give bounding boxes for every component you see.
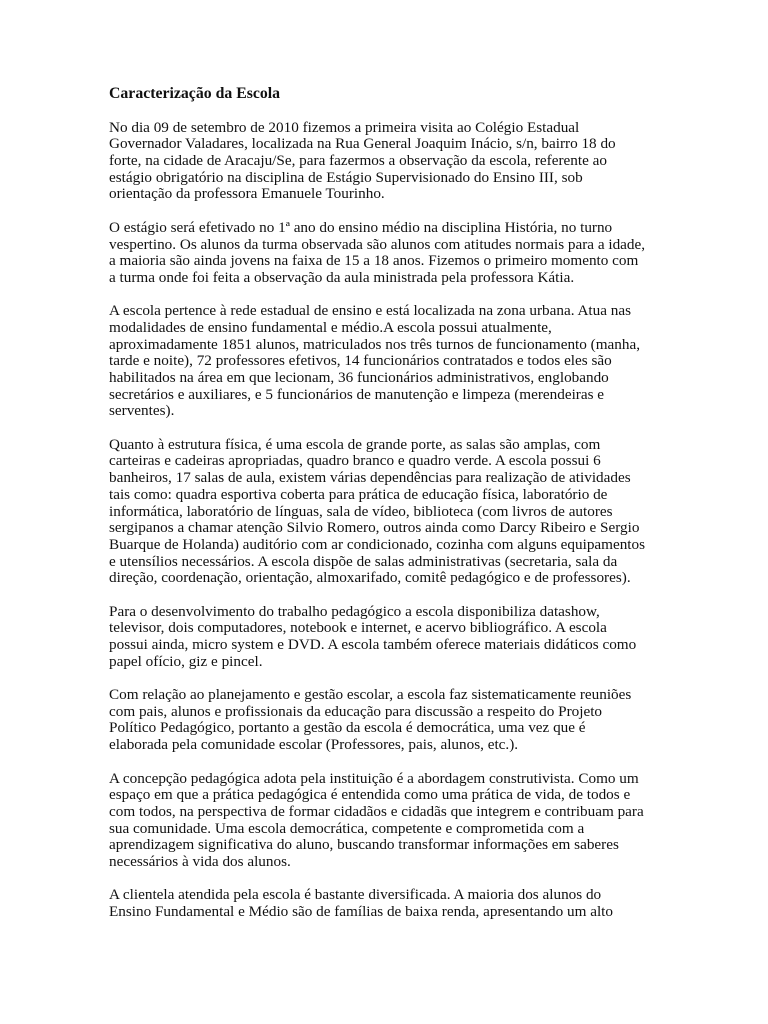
document-page [109,86,669,937]
text-line: banheiros, 17 salas de aula, existem várias dependências para realização de atividades [109,469,631,487]
paragraph-resources [109,604,669,671]
text-line: serventes). [109,402,175,420]
text-line: elaborada pela comunidade escolar (Professores, pais, alunos, etc.). [109,736,519,754]
paragraph-management [109,687,669,754]
text-line: aproximadamente 1851 alunos, matriculados nos três turnos de funcionamento (manha, [109,335,640,353]
text-line: a turma onde foi feita a observação da aula ministrada pela professora Kátia. [109,268,575,286]
text-line: Para o desenvolvimento do trabalho pedagógico a escola disponibiliza datashow, [109,602,600,620]
paragraph-school-network [109,303,669,420]
text-line: Com relação ao planejamento e gestão escolar, a escola faz sistematicamente reuniões [109,686,632,704]
text-line: espaço em que a prática pedagógica é entendida como uma prática de vida, de todos e [109,786,631,804]
paragraph-physical-structure [109,437,669,587]
text-line: Quanto à estrutura física, é uma escola de grande porte, as salas são amplas, com [109,435,601,453]
text-line: secretários e auxiliares, e 5 funcionários de manutenção e limpeza (merendeiras e [109,385,605,403]
paragraph-visit [109,120,669,203]
text-line: televisor, dois computadores, notebook e internet, e acervo bibliográfico. A escola [109,619,607,637]
text-line: vespertino. Os alunos da turma observada são alunos com atitudes normais para a idade, [109,235,646,253]
text-line: aprendizagem significativa do aluno, buscando transformar informações em saberes [109,836,619,854]
text-line: a maioria são ainda jovens na faixa de 15 a 18 anos. Fizemos o primeiro momento com [109,252,639,270]
text-line: com pais, alunos e profissionais da educação para discussão a respeito do Projeto [109,702,603,720]
text-line: A clientela atendida pela escola é bastante diversificada. A maioria dos alunos do [109,886,602,904]
document-title: Caracterização da Escola [109,85,281,102]
text-line: estágio obrigatório na disciplina de Estágio Supervisionado do Ensino III, sob [109,168,583,186]
text-line: A escola pertence à rede estadual de ensino e está localizada na zona urbana. Atua nas [109,302,632,320]
text-line: Buarque de Holanda) auditório com ar condicionado, cozinha com alguns equipamentos [109,535,646,553]
text-line: necessários à vida dos alunos. [109,852,291,870]
paragraph-clientele [109,887,669,920]
text-line: Governador Valadares, localizada na Rua General Joaquim Inácio, s/n, bairro 18 do [109,135,616,153]
text-line: tais como: quadra esportiva coberta para prática de educação física, laboratório de [109,485,608,503]
text-line: forte, na cidade de Aracaju/Se, para fazermos a observação da escola, referente ao [109,152,607,170]
text-line: habilitados na área em que lecionam, 36 funcionários administrativos, englobando [109,369,609,387]
text-line: O estágio será efetivado no 1ª ano do ensino médio na disciplina História, no turno [109,218,613,236]
text-line: possui ainda, micro system e DVD. A escola também oferece materiais didáticos como [109,636,637,654]
text-line: papel ofício, giz e pincel. [109,652,263,670]
text-line: e utensílios necessários. A escola dispõe de salas administrativas (secretaria, sala da [109,552,618,570]
text-line: tarde e noite), 72 professores efetivos, 14 funcionários contratados e todos eles são [109,352,612,370]
text-line: sua comunidade. Uma escola democrática, competente e comprometida com a [109,819,585,837]
paragraph-internship [109,220,669,287]
text-line: Ensino Fundamental e Médio são de famílias de baixa renda, apresentando um alto [109,903,613,921]
paragraph-pedagogy [109,771,669,871]
text-line: com todos, na perspectiva de formar cidadãos e cidadãs que integrem e contribuam para [109,802,644,820]
text-line: No dia 09 de setembro de 2010 fizemos a primeira visita ao Colégio Estadual [109,118,580,136]
text-line: sergipanos a chamar atenção Silvio Romero, outros ainda como Darcy Ribeiro e Sergio [109,519,640,537]
text-line: A concepção pedagógica adota pela instituição é a abordagem construtivista. Como um [109,769,639,787]
text-line: direção, coordenação, orientação, almoxarifado, comitê pedagógico e de professores). [109,569,631,587]
text-line: modalidades de ensino fundamental e médio.A escola possui atualmente, [109,318,552,336]
text-line: carteiras e cadeiras apropriadas, quadro branco e quadro verde. A escola possui 6 [109,452,601,470]
text-line: Político Pedagógico, portanto a gestão da escola é democrática, uma vez que é [109,719,586,737]
text-line: orientação da professora Emanuele Tourinho. [109,185,385,203]
text-line: informática, laboratório de línguas, sala de vídeo, biblioteca (com livros de autores [109,502,613,520]
